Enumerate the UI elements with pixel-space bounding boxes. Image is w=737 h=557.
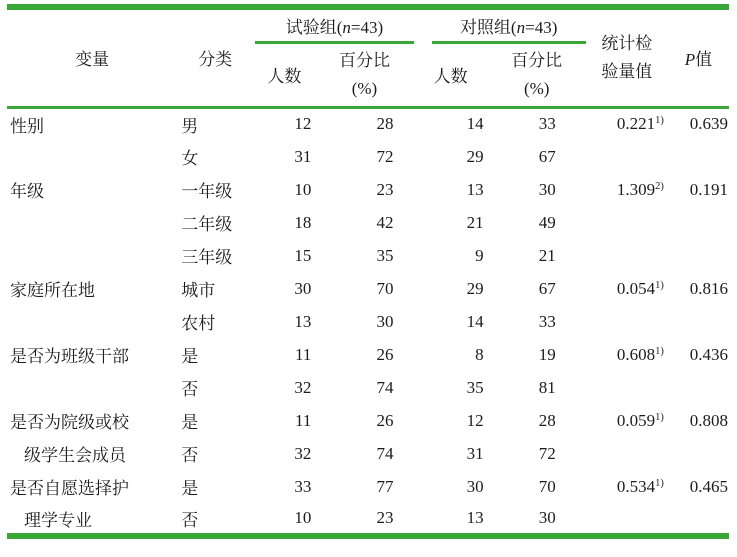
control-count-cell-text: 29 <box>466 146 484 166</box>
p-value-cell-text: 0.808 <box>689 410 728 430</box>
control-pct-cell-text: 33 <box>538 311 556 331</box>
experimental-count-cell <box>253 338 315 371</box>
p-value-cell-text: 0.191 <box>689 179 728 199</box>
experimental-group-prefix: 试验组( <box>285 18 343 37</box>
control-count-cell-text: 9 <box>475 245 484 265</box>
p-value-cell <box>668 239 729 272</box>
header-group-experimental <box>253 7 413 44</box>
table-row <box>7 371 729 404</box>
experimental-pct-cell-text: 70 <box>376 278 394 298</box>
category-cell-text: 农村 <box>181 314 216 333</box>
control-count-cell-text: 31 <box>466 443 484 463</box>
experimental-count-cell <box>253 503 315 536</box>
p-value-cell <box>668 437 729 470</box>
footnote-marker: 1) <box>655 115 664 127</box>
experimental-pct-cell <box>315 272 413 305</box>
pct-label-line1: 百分比 <box>511 50 563 70</box>
header-group-row <box>7 7 729 44</box>
control-pct-cell <box>488 338 586 371</box>
experimental-pct-cell <box>315 503 413 536</box>
control-pct-cell <box>488 305 586 338</box>
experimental-count-cell-text: 10 <box>294 179 312 199</box>
variable-cell <box>7 371 177 404</box>
control-group-label <box>432 13 586 44</box>
category-cell-text: 三年级 <box>181 248 233 267</box>
table-row <box>7 140 729 173</box>
experimental-group-label <box>255 13 413 44</box>
p-value-cell <box>668 338 729 371</box>
control-count-cell-text: 21 <box>466 212 484 232</box>
table-body <box>7 107 729 536</box>
p-value-cell <box>668 272 729 305</box>
variable-cell <box>7 305 177 338</box>
pct-label-line2: (%) <box>523 78 550 98</box>
experimental-pct-cell-text: 23 <box>376 508 394 527</box>
table-row <box>7 470 729 503</box>
control-pct-cell-text: 67 <box>538 146 556 166</box>
category-cell-text: 是 <box>181 413 199 432</box>
p-value-cell <box>668 173 729 206</box>
control-count-cell <box>414 371 488 404</box>
statistic-cell <box>586 404 668 437</box>
experimental-count-cell <box>253 272 315 305</box>
experimental-count-cell <box>253 140 315 173</box>
experimental-count-cell <box>253 239 315 272</box>
statistic-cell <box>586 305 668 338</box>
experimental-count-cell-text: 32 <box>294 377 312 397</box>
control-pct-cell-text: 33 <box>538 114 556 134</box>
control-count-cell-text: 8 <box>475 344 484 364</box>
statistic-cell-text: 0.054 <box>616 278 656 298</box>
control-pct-cell <box>488 470 586 503</box>
p-symbol: P <box>684 50 696 70</box>
table-row <box>7 437 729 470</box>
variable-cell-text: 年级 <box>10 182 44 201</box>
variable-cell-text: 理学专业 <box>24 510 92 530</box>
table-row <box>7 107 729 140</box>
statistic-cell <box>586 107 668 140</box>
category-cell <box>177 239 253 272</box>
control-group-prefix: 对照组( <box>459 18 517 37</box>
n-symbol: n <box>342 18 351 37</box>
experimental-pct-cell-text: 26 <box>376 344 394 364</box>
category-cell <box>177 437 253 470</box>
control-pct-cell <box>488 107 586 140</box>
experimental-pct-cell-text: 30 <box>376 311 394 331</box>
experimental-pct-cell <box>315 239 413 272</box>
statistic-label-line1: 统计检 <box>601 33 653 53</box>
experimental-count-cell <box>253 437 315 470</box>
p-value-cell <box>668 305 729 338</box>
control-count-cell <box>414 503 488 536</box>
control-pct-cell <box>488 272 586 305</box>
pct-label-line2: (%) <box>351 78 378 98</box>
table-row <box>7 206 729 239</box>
category-cell <box>177 404 253 437</box>
table-row <box>7 305 729 338</box>
category-cell-text: 女 <box>181 149 199 168</box>
control-count-cell <box>414 272 488 305</box>
variable-cell <box>7 107 177 140</box>
footnote-marker: 1) <box>655 345 664 357</box>
table-header <box>7 7 729 107</box>
experimental-count-cell <box>253 173 315 206</box>
statistic-cell <box>586 206 668 239</box>
control-pct-cell <box>488 140 586 173</box>
control-pct-cell-text: 19 <box>538 344 556 364</box>
statistic-cell <box>586 371 668 404</box>
category-cell-text: 否 <box>181 446 199 465</box>
p-value-cell-text: 0.465 <box>689 476 728 496</box>
variable-cell <box>7 503 177 536</box>
header-variable-label: 变量 <box>75 50 110 70</box>
experimental-pct-cell <box>315 437 413 470</box>
experimental-group-suffix: =43) <box>350 18 384 37</box>
statistic-label-line2: 验量值 <box>601 61 653 81</box>
control-count-cell <box>414 206 488 239</box>
statistic-cell <box>586 503 668 536</box>
p-value-cell-text: 0.816 <box>689 278 728 298</box>
experimental-count-cell-text: 32 <box>294 443 312 463</box>
p-value-cell <box>668 371 729 404</box>
variable-cell-text: 是否自愿选择护 <box>10 479 129 498</box>
control-count-cell-text: 30 <box>466 476 484 496</box>
variable-cell <box>7 140 177 173</box>
header-pct-control <box>488 44 586 107</box>
variable-cell <box>7 437 177 470</box>
experimental-pct-cell <box>315 173 413 206</box>
statistic-cell-text: 0.221 <box>616 114 656 134</box>
experimental-pct-cell <box>315 206 413 239</box>
count-label: 人数 <box>267 67 302 87</box>
control-pct-cell <box>488 404 586 437</box>
control-count-cell-text: 35 <box>466 377 484 397</box>
control-count-cell-text: 14 <box>466 311 484 331</box>
experimental-count-cell <box>253 404 315 437</box>
experimental-pct-cell-text: 74 <box>376 377 394 397</box>
experimental-count-cell <box>253 107 315 140</box>
control-pct-cell-text: 67 <box>538 278 556 298</box>
statistic-cell <box>586 239 668 272</box>
category-cell <box>177 206 253 239</box>
p-value-cell-text: 0.639 <box>689 114 728 134</box>
experimental-count-cell <box>253 206 315 239</box>
category-cell-text: 一年级 <box>181 182 233 201</box>
control-pct-cell <box>488 206 586 239</box>
variable-cell <box>7 272 177 305</box>
table-row <box>7 239 729 272</box>
control-pct-cell-text: 72 <box>538 443 556 463</box>
category-cell <box>177 107 253 140</box>
category-cell <box>177 503 253 536</box>
control-count-cell-text: 13 <box>466 179 484 199</box>
header-category <box>177 7 253 107</box>
footnote-marker: 1) <box>655 279 664 291</box>
statistic-cell-text: 1.309 <box>616 179 656 199</box>
header-category-label: 分类 <box>198 50 233 70</box>
control-pct-cell <box>488 371 586 404</box>
statistic-cell <box>586 140 668 173</box>
control-group-suffix: =43) <box>525 18 558 37</box>
category-cell-text: 否 <box>181 380 199 399</box>
control-count-cell <box>414 338 488 371</box>
pct-label-line1: 百分比 <box>338 50 390 70</box>
statistic-cell <box>586 437 668 470</box>
control-pct-cell <box>488 239 586 272</box>
experimental-pct-cell-text: 74 <box>376 443 394 463</box>
experimental-pct-cell <box>315 107 413 140</box>
control-count-cell <box>414 239 488 272</box>
control-pct-cell <box>488 173 586 206</box>
header-count-control <box>414 44 488 107</box>
table-row <box>7 338 729 371</box>
variable-cell <box>7 404 177 437</box>
control-pct-cell <box>488 503 586 536</box>
experimental-count-cell-text: 33 <box>294 476 312 496</box>
header-variable <box>7 7 177 107</box>
control-count-cell <box>414 437 488 470</box>
n-symbol: n <box>516 18 526 37</box>
control-count-cell <box>414 470 488 503</box>
control-count-cell-text: 14 <box>466 114 484 134</box>
variable-cell <box>7 239 177 272</box>
variable-cell <box>7 470 177 503</box>
control-pct-cell-text: 28 <box>538 410 556 430</box>
control-count-cell <box>414 140 488 173</box>
header-count-experimental <box>253 44 315 107</box>
header-pct-experimental <box>315 44 413 107</box>
variable-cell-text: 级学生会成员 <box>24 446 126 465</box>
experimental-count-cell-text: 30 <box>294 278 312 298</box>
category-cell <box>177 140 253 173</box>
experimental-count-cell <box>253 305 315 338</box>
table-row <box>7 272 729 305</box>
experimental-pct-cell <box>315 404 413 437</box>
table-row <box>7 503 729 536</box>
experimental-pct-cell <box>315 140 413 173</box>
footnote-marker: 2) <box>655 180 664 192</box>
experimental-count-cell-text: 10 <box>294 508 312 527</box>
control-count-cell-text: 12 <box>466 410 484 430</box>
control-count-cell <box>414 173 488 206</box>
control-pct-cell-text: 30 <box>538 179 556 199</box>
experimental-pct-cell <box>315 470 413 503</box>
experimental-count-cell <box>253 371 315 404</box>
p-value-cell <box>668 140 729 173</box>
category-cell-text: 是 <box>181 479 199 498</box>
header-p-value <box>668 7 729 107</box>
control-count-cell-text: 13 <box>466 508 484 527</box>
experimental-pct-cell <box>315 305 413 338</box>
table-page <box>0 4 737 557</box>
category-cell-text: 男 <box>181 116 199 136</box>
control-pct-cell <box>488 437 586 470</box>
category-cell-text: 是 <box>181 347 199 366</box>
experimental-count-cell-text: 18 <box>294 212 312 232</box>
statistics-table <box>7 4 729 539</box>
experimental-pct-cell-text: 28 <box>376 114 394 134</box>
statistic-cell <box>586 173 668 206</box>
variable-cell-text: 是否为院级或校 <box>10 413 129 432</box>
experimental-pct-cell-text: 23 <box>376 179 394 199</box>
experimental-count-cell-text: 11 <box>295 344 312 364</box>
statistic-cell <box>586 338 668 371</box>
category-cell <box>177 371 253 404</box>
control-pct-cell-text: 49 <box>538 212 556 232</box>
experimental-count-cell-text: 12 <box>294 114 312 134</box>
variable-cell-text: 性别 <box>10 116 44 136</box>
control-count-cell-text: 29 <box>466 278 484 298</box>
experimental-count-cell-text: 11 <box>295 410 312 430</box>
category-cell <box>177 305 253 338</box>
category-cell-text: 城市 <box>181 281 216 300</box>
variable-cell <box>7 206 177 239</box>
experimental-pct-cell-text: 26 <box>376 410 394 430</box>
footnote-marker: 1) <box>655 477 664 489</box>
p-value-suffix: 值 <box>695 50 713 70</box>
category-cell <box>177 470 253 503</box>
control-pct-cell-text: 30 <box>538 508 556 527</box>
variable-cell <box>7 173 177 206</box>
experimental-pct-cell <box>315 371 413 404</box>
experimental-count-cell <box>253 470 315 503</box>
statistic-cell-text: 0.534 <box>616 476 656 496</box>
experimental-pct-cell-text: 72 <box>376 146 394 166</box>
header-group-control <box>414 7 586 44</box>
category-cell <box>177 338 253 371</box>
experimental-count-cell-text: 15 <box>294 245 312 265</box>
control-count-cell <box>414 107 488 140</box>
experimental-pct-cell <box>315 338 413 371</box>
statistic-cell-text: 0.608 <box>616 344 656 364</box>
statistic-cell-text: 0.059 <box>616 410 656 430</box>
variable-cell-text: 是否为班级干部 <box>10 347 129 366</box>
control-pct-cell-text: 21 <box>538 245 556 265</box>
category-cell <box>177 173 253 206</box>
experimental-pct-cell-text: 77 <box>376 476 394 496</box>
control-count-cell <box>414 404 488 437</box>
table-row <box>7 404 729 437</box>
p-value-cell <box>668 206 729 239</box>
footnote-marker: 1) <box>655 411 664 423</box>
experimental-count-cell-text: 31 <box>294 146 312 166</box>
experimental-pct-cell-text: 35 <box>376 245 394 265</box>
count-label: 人数 <box>433 67 468 87</box>
statistic-cell <box>586 470 668 503</box>
p-value-cell <box>668 404 729 437</box>
statistic-cell <box>586 272 668 305</box>
p-value-cell-text: 0.436 <box>689 344 728 364</box>
control-count-cell <box>414 305 488 338</box>
variable-cell <box>7 338 177 371</box>
p-value-cell <box>668 107 729 140</box>
category-cell <box>177 272 253 305</box>
header-statistic <box>586 7 668 107</box>
experimental-count-cell-text: 13 <box>294 311 312 331</box>
p-value-cell <box>668 503 729 536</box>
variable-cell-text: 家庭所在地 <box>10 281 95 300</box>
table-row <box>7 173 729 206</box>
category-cell-text: 否 <box>181 510 199 530</box>
category-cell-text: 二年级 <box>181 215 233 234</box>
control-pct-cell-text: 70 <box>538 476 556 496</box>
control-pct-cell-text: 81 <box>538 377 556 397</box>
p-value-cell <box>668 470 729 503</box>
experimental-pct-cell-text: 42 <box>376 212 394 232</box>
